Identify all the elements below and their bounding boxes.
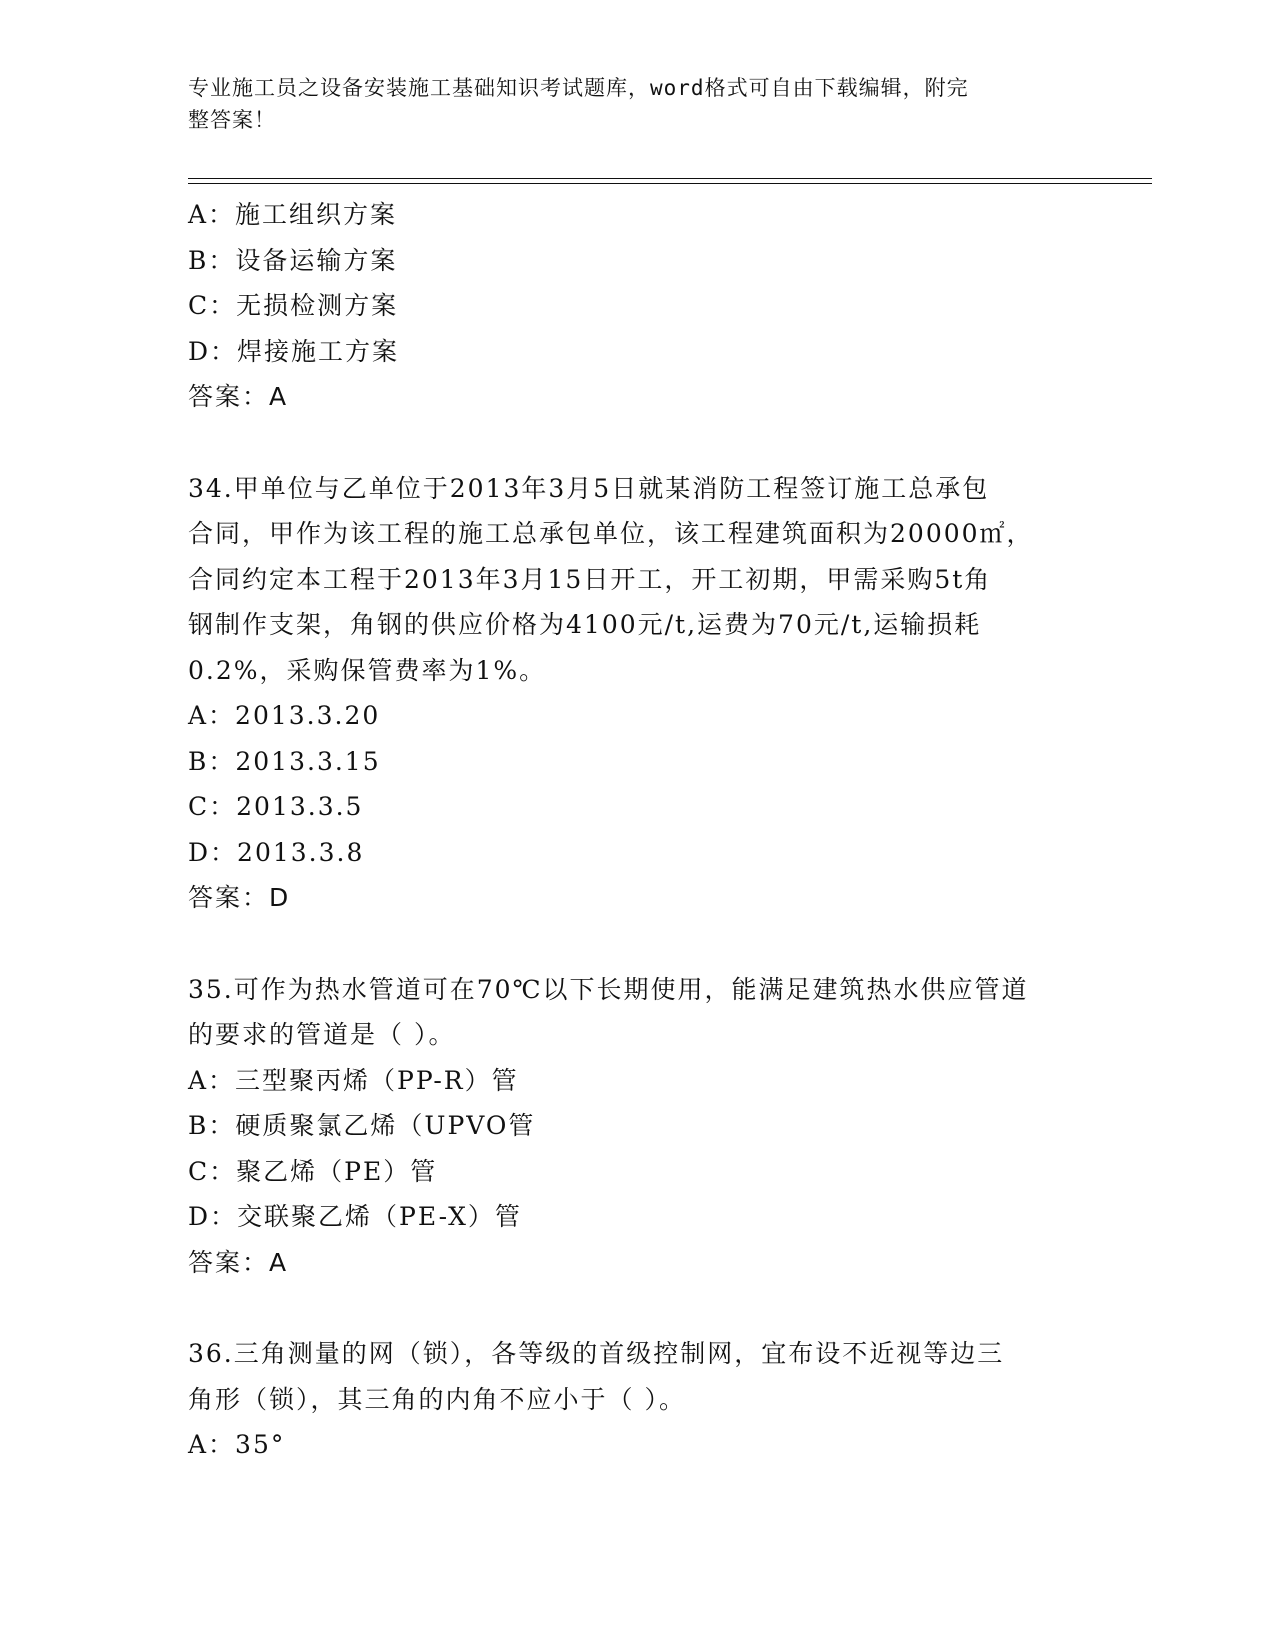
option-c: C：无损检测方案 [188,291,399,320]
spacer [188,921,1088,967]
option-a: A：35° [188,1430,286,1459]
option-b: B：2013.3.15 [188,746,381,776]
option-b: B：硬质聚氯乙烯（UPVO管 [188,1111,536,1140]
option-b: B：设备运输方案 [188,245,398,275]
option-a: A：2013.3.20 [188,701,381,730]
question-33 [188,192,1088,420]
option-d: D：2013.3.8 [188,837,365,867]
page-header [188,72,1088,136]
option-d: D：交联聚乙烯（PE-X）管 [188,1202,522,1231]
question-stem-line: 34.甲单位与乙单位于2013年3月5日就某消防工程签订施工总承包 [188,473,990,503]
option-a: A：三型聚丙烯（PP-R）管 [188,1065,519,1095]
spacer [188,1285,1088,1331]
option-a: A：施工组织方案 [188,200,398,229]
header-title-line-2: 整答案！ [188,108,276,132]
header-divider [188,178,1152,184]
question-stem-line: 合同，甲作为该工程的施工总承包单位，该工程建筑面积为20000㎡， [188,519,1034,548]
header-title-line-1: 专业施工员之设备安装施工基础知识考试题库，word格式可自由下载编辑，附完 [188,76,969,100]
question-stem-line: 36.三角测量的网（锁），各等级的首级控制网，宜布设不近视等边三 [188,1339,1005,1368]
answer-line: 答案：A [188,1247,289,1277]
question-stem-line: 合同约定本工程于2013年3月15日开工，开工初期，甲需采购5t角 [188,564,992,594]
question-stem-line: 的要求的管道是（ ）。 [188,1020,456,1049]
question-35 [188,967,1088,1286]
question-stem-line: 35.可作为热水管道可在70℃以下长期使用，能满足建筑热水供应管道 [188,974,1029,1004]
question-34 [188,466,1088,921]
question-stem-line: 0.2%，采购保管费率为1%。 [188,655,547,685]
option-d: D：焊接施工方案 [188,336,400,366]
question-stem-line: 角形（锁），其三角的内角不应小于（ ）。 [188,1384,686,1414]
option-c: C：聚乙烯（PE）管 [188,1156,438,1186]
question-stem-line: 钢制作支架，角钢的供应价格为4100元/t,运费为70元/t,运输损耗 [188,610,982,639]
answer-line: 答案：D [188,883,291,912]
answer-line: 答案：A [188,382,289,411]
question-content [188,192,1088,1468]
option-c: C：2013.3.5 [188,792,364,821]
spacer [188,420,1088,466]
question-36 [188,1331,1088,1468]
